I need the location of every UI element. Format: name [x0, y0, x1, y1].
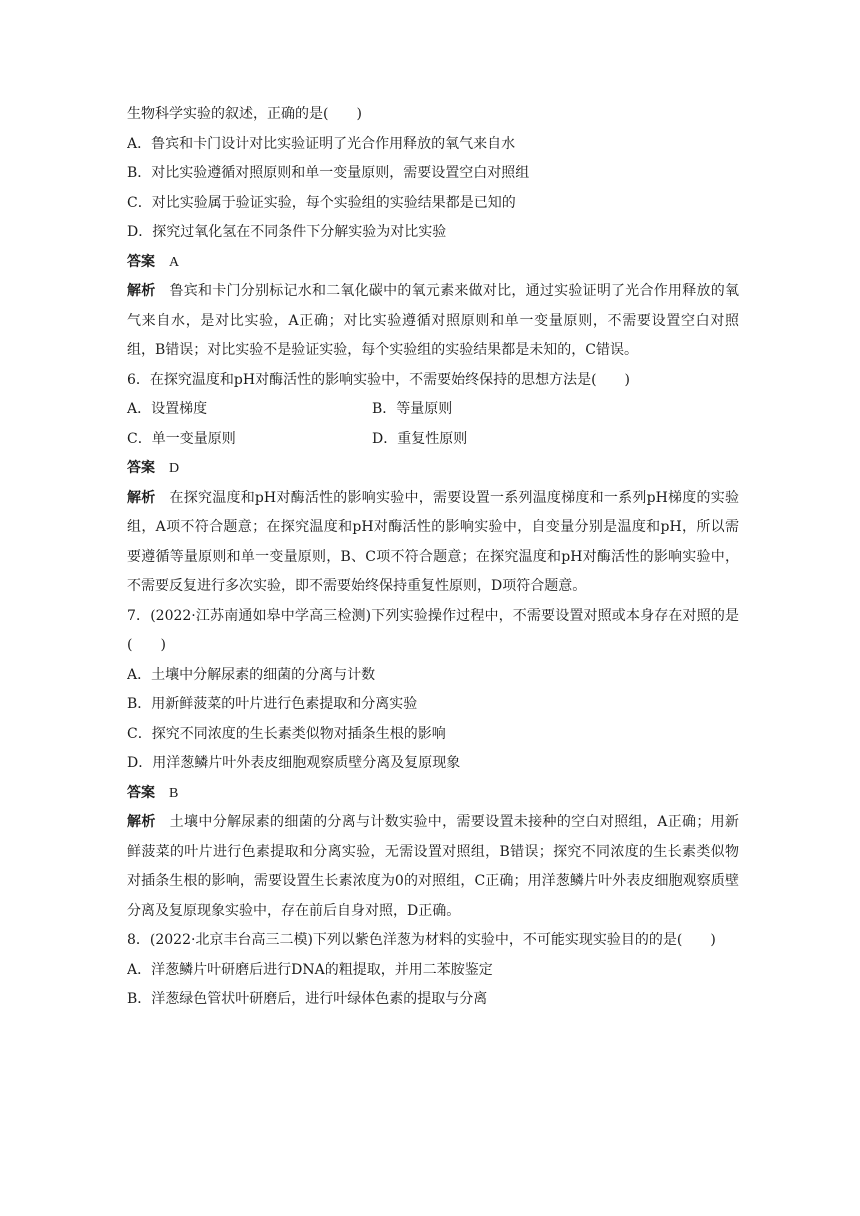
answer-label: 答案 — [127, 784, 155, 801]
analysis-text: 在探究温度和pH对酶活性的影响实验中，需要设置一系列温度梯度和一系列pH梯度的实验组，A项不符合题意；在探究温度和pH对酶活性的影响实验中，自变量分别是温度和pH，所以需要遵循等量原则和单一变量原则，B、C项不符合题意；在探究温度和pH对酶活性的影响实验中，不需要反复进行多次实验，即不需要始终保持重复性原则，D项符合题意。 — [127, 489, 739, 594]
analysis-text: 土壤中分解尿素的细菌的分离与计数实验中，需要设置未接种的空白对照组，A正确；用新鲜菠菜的叶片进行色素提取和分离实验，无需设置对照组，B错误；探究不同浓度的生长素类似物对插条生根的影响，需要设置生长素浓度为0的对照组，C正确；用洋葱鳞片叶外表皮细胞观察质壁分离及复原现象实验中，存在前后自身对照，D正确。 — [127, 814, 740, 919]
q5-stem-tail: 生物科学实验的叙述，正确的是( ) — [127, 106, 362, 122]
q5-analysis — [127, 277, 739, 366]
q5-option-a: A．鲁宾和卡门设计对比实验证明了光合作用释放的氧气来自水 — [127, 135, 516, 152]
q6-option-c: C．单一变量原则 — [127, 430, 236, 447]
q6-analysis — [127, 484, 739, 602]
analysis-label: 解析 — [127, 489, 156, 506]
q6-options-row-1 — [127, 395, 739, 425]
analysis-text: 鲁宾和卡门分别标记水和二氧化碳中的氧元素来做对比，通过实验证明了光合作用释放的氧气来自水，是对比实验，A正确；对比实验遵循对照原则和单一变量原则，不需要设置空白对照组，B错误；对比实验不是验证实验，每个实验组的实验结果都是未知的，C错误。 — [127, 283, 740, 358]
q7-analysis — [127, 808, 739, 926]
q7-stem: 7．(2022·江苏南通如皋中学高三检测)下列实验操作过程中，不需要设置对照或本身存在对照的是( ) — [127, 607, 739, 653]
page-content — [127, 100, 739, 1015]
q6-option-b: B．等量原则 — [372, 401, 453, 417]
q5-answer — [127, 248, 739, 278]
q7-option-a: A．土壤中分解尿素的细菌的分离与计数 — [127, 666, 376, 683]
analysis-label: 解析 — [127, 814, 156, 830]
q7-option-c: C．探究不同浓度的生长素类似物对插条生根的影响 — [127, 725, 446, 742]
q8-stem: 8．(2022·北京丰台高三二模)下列以紫色洋葱为材料的实验中，不可能实现实验目的的是( ) — [127, 932, 716, 948]
q7-option-b: B．用新鲜菠菜的叶片进行色素提取和分离实验 — [127, 696, 418, 712]
q6-option-a: A．设置梯度 — [127, 401, 208, 417]
q7-answer — [127, 779, 739, 809]
answer-label: 答案 — [127, 253, 155, 270]
q5-option-c: C．对比实验属于验证实验，每个实验组的实验结果都是已知的 — [127, 194, 516, 211]
q6-stem: 6．在探究温度和pH对酶活性的影响实验中，不需要始终保持的思想方法是( ) — [127, 371, 630, 388]
analysis-label: 解析 — [127, 283, 156, 299]
answer-value: B — [169, 785, 179, 801]
answer-label: 答案 — [127, 460, 155, 476]
q6-option-d: D．重复性原则 — [372, 430, 468, 447]
q8-option-a: A．洋葱鳞片叶研磨后进行DNA的粗提取，并用二苯胺鉴定 — [127, 961, 493, 978]
q5-option-b: B．对比实验遵循对照原则和单一变量原则，需要设置空白对照组 — [127, 165, 530, 181]
q7-option-d: D．用洋葱鳞片叶外表皮细胞观察质壁分离及复原现象 — [127, 755, 461, 771]
q6-answer — [127, 454, 739, 484]
q5-option-d: D．探究过氧化氢在不同条件下分解实验为对比实验 — [127, 224, 447, 240]
q6-options-row-2 — [127, 425, 739, 455]
answer-value: D — [169, 461, 180, 476]
q8-option-b: B．洋葱绿色管状叶研磨后，进行叶绿体色素的提取与分离 — [127, 991, 488, 1007]
answer-value: A — [169, 254, 180, 270]
